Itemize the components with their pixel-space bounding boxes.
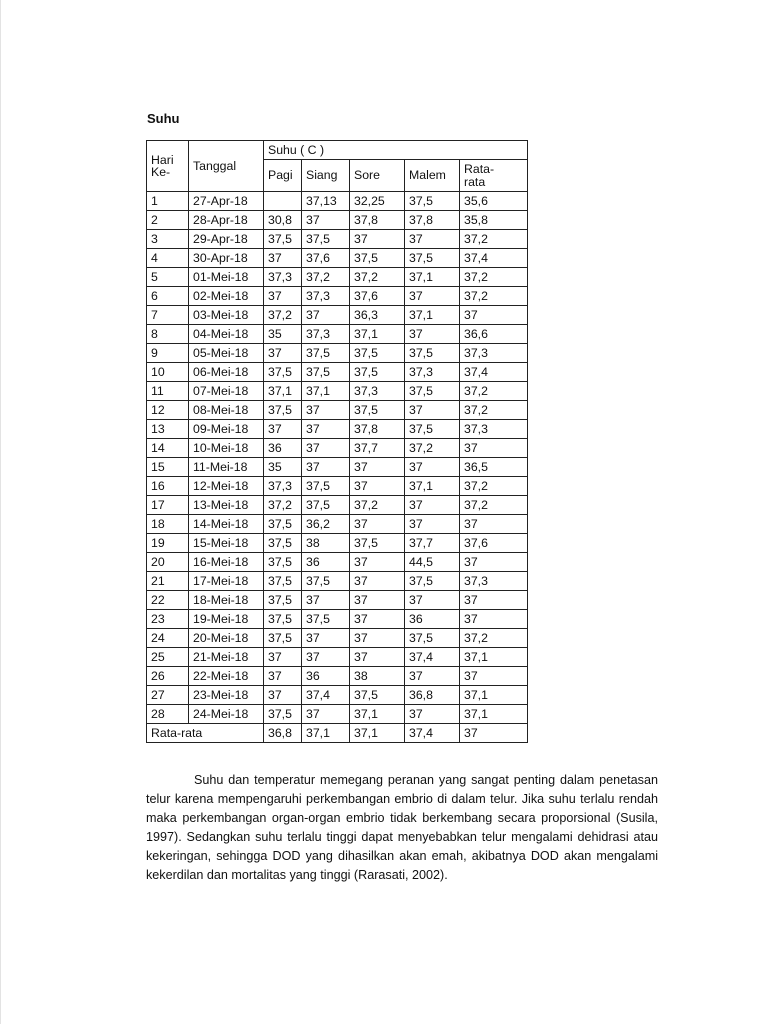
header-hari: [147, 141, 189, 192]
cell-tanggal: 05-Mei-18: [189, 344, 264, 363]
cell-rata-rata: 37,3: [460, 420, 528, 439]
cell-hari: 19: [147, 534, 189, 553]
cell-siang: 37,5: [302, 230, 350, 249]
cell-hari: 26: [147, 667, 189, 686]
table-row: [147, 268, 528, 287]
cell-siang: 37: [302, 401, 350, 420]
cell-pagi: 37,1: [264, 382, 302, 401]
cell-sore: 36,3: [350, 306, 405, 325]
cell-sore: 37,2: [350, 268, 405, 287]
cell-tanggal: 12-Mei-18: [189, 477, 264, 496]
average-row: [147, 724, 528, 743]
cell-tanggal: 20-Mei-18: [189, 629, 264, 648]
table-row: [147, 515, 528, 534]
cell-hari: 24: [147, 629, 189, 648]
body-paragraph: Suhu dan temperatur memegang peranan yang sangat penting dalam penetasan telur karena mempengaruhi perkembangan embrio di dalam telur. Jika suhu terlalu rendah maka perkembangan organ-organ embrio tidak berkembang secara proporsional (Susila, 1997). Sedangkan suhu terlalu tinggi dapat menyebabkan telur mengalami dehidrasi atau kekeringan, sehingga DOD yang dihasilkan akan emah, akibatnya DOD akan mengalami kekerdilan dan mortalitas yang tinggi (Rarasati, 2002).: [146, 773, 658, 882]
header-malem: Malem: [405, 160, 460, 192]
table-row: [147, 572, 528, 591]
table-row: [147, 591, 528, 610]
cell-hari: 23: [147, 610, 189, 629]
cell-pagi: 37,5: [264, 363, 302, 382]
table-row: [147, 629, 528, 648]
cell-hari: 13: [147, 420, 189, 439]
cell-sore: 37: [350, 629, 405, 648]
cell-malem: 37: [405, 325, 460, 344]
cell-rata-rata: 37: [460, 610, 528, 629]
cell-rata-rata: 37: [460, 306, 528, 325]
cell-siang: 37,3: [302, 325, 350, 344]
header-suhu-group: Suhu ( C ): [264, 141, 528, 160]
cell-pagi: 37,5: [264, 230, 302, 249]
table-row: [147, 705, 528, 724]
header-hari-label: Hari Ke-: [151, 152, 174, 179]
table-row: [147, 667, 528, 686]
cell-pagi: 37,2: [264, 496, 302, 515]
cell-pagi: 37: [264, 287, 302, 306]
header-tanggal: Tanggal: [189, 141, 264, 192]
cell-malem: 36: [405, 610, 460, 629]
cell-rata-rata: 37,3: [460, 344, 528, 363]
cell-pagi: 37,5: [264, 534, 302, 553]
cell-malem: 37: [405, 230, 460, 249]
cell-rata-rata: 37,3: [460, 572, 528, 591]
cell-pagi: 37,5: [264, 610, 302, 629]
cell-pagi: 37,5: [264, 572, 302, 591]
cell-pagi: 36: [264, 439, 302, 458]
table-row: [147, 192, 528, 211]
cell-pagi: 37: [264, 249, 302, 268]
average-sore: 37,1: [350, 724, 405, 743]
cell-pagi: 37,5: [264, 515, 302, 534]
cell-sore: 37: [350, 572, 405, 591]
cell-sore: 37,5: [350, 363, 405, 382]
cell-rata-rata: 37,4: [460, 249, 528, 268]
cell-malem: 36,8: [405, 686, 460, 705]
cell-siang: 37,3: [302, 287, 350, 306]
cell-rata-rata: 37,2: [460, 496, 528, 515]
cell-sore: 37: [350, 458, 405, 477]
cell-siang: 37: [302, 629, 350, 648]
cell-siang: 36: [302, 667, 350, 686]
cell-pagi: [264, 192, 302, 211]
table-row: [147, 496, 528, 515]
average-pagi: 36,8: [264, 724, 302, 743]
cell-tanggal: 14-Mei-18: [189, 515, 264, 534]
cell-pagi: 37,5: [264, 553, 302, 572]
cell-siang: 37,6: [302, 249, 350, 268]
cell-malem: 37,2: [405, 439, 460, 458]
cell-rata-rata: 37,2: [460, 268, 528, 287]
table-row: [147, 325, 528, 344]
cell-tanggal: 27-Apr-18: [189, 192, 264, 211]
cell-malem: 37,5: [405, 344, 460, 363]
cell-pagi: 37: [264, 686, 302, 705]
cell-tanggal: 02-Mei-18: [189, 287, 264, 306]
cell-rata-rata: 37,2: [460, 401, 528, 420]
cell-siang: 37,2: [302, 268, 350, 287]
table-row: [147, 363, 528, 382]
cell-tanggal: 08-Mei-18: [189, 401, 264, 420]
cell-hari: 17: [147, 496, 189, 515]
cell-hari: 7: [147, 306, 189, 325]
table-row: [147, 420, 528, 439]
table-row: [147, 306, 528, 325]
header-rata-rata: [460, 160, 528, 192]
cell-hari: 5: [147, 268, 189, 287]
cell-pagi: 37: [264, 420, 302, 439]
cell-siang: 37,5: [302, 363, 350, 382]
cell-malem: 37,5: [405, 420, 460, 439]
table-row: [147, 610, 528, 629]
cell-rata-rata: 37,2: [460, 382, 528, 401]
cell-sore: 37,2: [350, 496, 405, 515]
cell-hari: 3: [147, 230, 189, 249]
cell-sore: 37,8: [350, 420, 405, 439]
cell-hari: 28: [147, 705, 189, 724]
cell-pagi: 30,8: [264, 211, 302, 230]
cell-malem: 37: [405, 458, 460, 477]
cell-rata-rata: 37,2: [460, 477, 528, 496]
cell-malem: 37,7: [405, 534, 460, 553]
cell-pagi: 37,3: [264, 268, 302, 287]
table-row: [147, 648, 528, 667]
table-row: [147, 249, 528, 268]
cell-malem: 37,5: [405, 249, 460, 268]
cell-sore: 37,5: [350, 401, 405, 420]
cell-siang: 37: [302, 211, 350, 230]
cell-rata-rata: 37,2: [460, 629, 528, 648]
cell-sore: 37,1: [350, 325, 405, 344]
cell-sore: 37: [350, 591, 405, 610]
header-rata-rata-label: Rata- rata: [464, 162, 495, 189]
cell-siang: 37: [302, 306, 350, 325]
table-row: [147, 230, 528, 249]
average-label: Rata-rata: [147, 724, 264, 743]
temperature-table: [146, 140, 528, 743]
cell-tanggal: 21-Mei-18: [189, 648, 264, 667]
cell-siang: 37,13: [302, 192, 350, 211]
cell-rata-rata: 36,6: [460, 325, 528, 344]
cell-rata-rata: 37,1: [460, 705, 528, 724]
cell-rata-rata: 37,2: [460, 230, 528, 249]
cell-tanggal: 16-Mei-18: [189, 553, 264, 572]
table-row: [147, 211, 528, 230]
cell-rata-rata: 37,1: [460, 648, 528, 667]
cell-hari: 22: [147, 591, 189, 610]
cell-malem: 37,5: [405, 629, 460, 648]
cell-tanggal: 07-Mei-18: [189, 382, 264, 401]
cell-siang: 37,5: [302, 610, 350, 629]
cell-sore: 37: [350, 553, 405, 572]
page-edge: [0, 0, 1, 1024]
cell-tanggal: 22-Mei-18: [189, 667, 264, 686]
cell-hari: 20: [147, 553, 189, 572]
cell-malem: 44,5: [405, 553, 460, 572]
cell-malem: 37,1: [405, 268, 460, 287]
cell-tanggal: 19-Mei-18: [189, 610, 264, 629]
cell-sore: 37,5: [350, 344, 405, 363]
cell-tanggal: 18-Mei-18: [189, 591, 264, 610]
cell-rata-rata: 35,8: [460, 211, 528, 230]
table-body: [147, 192, 528, 724]
cell-siang: 37: [302, 458, 350, 477]
table-row: [147, 477, 528, 496]
cell-siang: 37,5: [302, 496, 350, 515]
table-row: [147, 686, 528, 705]
section-title: Suhu: [147, 111, 180, 126]
cell-siang: 37,5: [302, 572, 350, 591]
cell-hari: 25: [147, 648, 189, 667]
cell-tanggal: 09-Mei-18: [189, 420, 264, 439]
cell-sore: 37: [350, 515, 405, 534]
cell-rata-rata: 37: [460, 667, 528, 686]
cell-sore: 37: [350, 648, 405, 667]
cell-hari: 18: [147, 515, 189, 534]
cell-tanggal: 29-Apr-18: [189, 230, 264, 249]
cell-malem: 37: [405, 401, 460, 420]
cell-pagi: 37,5: [264, 401, 302, 420]
cell-tanggal: 01-Mei-18: [189, 268, 264, 287]
cell-pagi: 35: [264, 458, 302, 477]
cell-malem: 37,4: [405, 648, 460, 667]
cell-tanggal: 03-Mei-18: [189, 306, 264, 325]
cell-sore: 37: [350, 230, 405, 249]
header-siang: Siang: [302, 160, 350, 192]
cell-siang: 36: [302, 553, 350, 572]
cell-hari: 8: [147, 325, 189, 344]
cell-malem: 37: [405, 705, 460, 724]
table-row: [147, 344, 528, 363]
cell-malem: 37: [405, 667, 460, 686]
cell-siang: 37: [302, 439, 350, 458]
cell-sore: 37: [350, 610, 405, 629]
average-malem: 37,4: [405, 724, 460, 743]
cell-tanggal: 23-Mei-18: [189, 686, 264, 705]
cell-rata-rata: 37,2: [460, 287, 528, 306]
cell-tanggal: 30-Apr-18: [189, 249, 264, 268]
cell-siang: 37,4: [302, 686, 350, 705]
cell-malem: 37,1: [405, 306, 460, 325]
table-row: [147, 382, 528, 401]
table-row: [147, 534, 528, 553]
cell-sore: 37,7: [350, 439, 405, 458]
cell-rata-rata: 35,6: [460, 192, 528, 211]
cell-tanggal: 15-Mei-18: [189, 534, 264, 553]
cell-rata-rata: 37,4: [460, 363, 528, 382]
cell-hari: 21: [147, 572, 189, 591]
cell-sore: 37,5: [350, 534, 405, 553]
cell-rata-rata: 37: [460, 515, 528, 534]
cell-malem: 37: [405, 515, 460, 534]
cell-rata-rata: 36,5: [460, 458, 528, 477]
cell-hari: 2: [147, 211, 189, 230]
cell-tanggal: 10-Mei-18: [189, 439, 264, 458]
cell-hari: 10: [147, 363, 189, 382]
cell-pagi: 37: [264, 344, 302, 363]
cell-hari: 14: [147, 439, 189, 458]
cell-siang: 37,5: [302, 477, 350, 496]
table-row: [147, 553, 528, 572]
cell-rata-rata: 37: [460, 439, 528, 458]
cell-hari: 12: [147, 401, 189, 420]
cell-tanggal: 04-Mei-18: [189, 325, 264, 344]
cell-pagi: 37: [264, 648, 302, 667]
cell-sore: 37,1: [350, 705, 405, 724]
cell-sore: 37,3: [350, 382, 405, 401]
cell-sore: 38: [350, 667, 405, 686]
cell-malem: 37,1: [405, 477, 460, 496]
cell-rata-rata: 37,1: [460, 686, 528, 705]
cell-malem: 37,3: [405, 363, 460, 382]
cell-sore: 37,5: [350, 249, 405, 268]
cell-siang: 36,2: [302, 515, 350, 534]
cell-hari: 27: [147, 686, 189, 705]
cell-malem: 37,5: [405, 382, 460, 401]
cell-tanggal: 11-Mei-18: [189, 458, 264, 477]
cell-pagi: 37,5: [264, 591, 302, 610]
cell-siang: 37: [302, 648, 350, 667]
cell-siang: 37: [302, 420, 350, 439]
cell-sore: 37,8: [350, 211, 405, 230]
cell-siang: 37: [302, 705, 350, 724]
cell-hari: 16: [147, 477, 189, 496]
cell-pagi: 35: [264, 325, 302, 344]
cell-hari: 9: [147, 344, 189, 363]
cell-siang: 37,1: [302, 382, 350, 401]
cell-pagi: 37,5: [264, 705, 302, 724]
cell-malem: 37,5: [405, 572, 460, 591]
table-row: [147, 401, 528, 420]
cell-malem: 37,5: [405, 192, 460, 211]
header-pagi: Pagi: [264, 160, 302, 192]
cell-hari: 6: [147, 287, 189, 306]
cell-pagi: 37: [264, 667, 302, 686]
cell-hari: 15: [147, 458, 189, 477]
cell-tanggal: 17-Mei-18: [189, 572, 264, 591]
cell-siang: 37: [302, 591, 350, 610]
cell-pagi: 37,5: [264, 629, 302, 648]
average-siang: 37,1: [302, 724, 350, 743]
cell-rata-rata: 37,6: [460, 534, 528, 553]
cell-rata-rata: 37: [460, 553, 528, 572]
cell-malem: 37: [405, 287, 460, 306]
header-sore: Sore: [350, 160, 405, 192]
average-rata-rata: 37: [460, 724, 528, 743]
cell-tanggal: 06-Mei-18: [189, 363, 264, 382]
cell-tanggal: 24-Mei-18: [189, 705, 264, 724]
cell-malem: 37: [405, 591, 460, 610]
cell-hari: 4: [147, 249, 189, 268]
cell-rata-rata: 37: [460, 591, 528, 610]
cell-tanggal: 13-Mei-18: [189, 496, 264, 515]
table-row: [147, 458, 528, 477]
table-row: [147, 287, 528, 306]
cell-sore: 37,6: [350, 287, 405, 306]
cell-hari: 11: [147, 382, 189, 401]
cell-hari: 1: [147, 192, 189, 211]
table-row: [147, 439, 528, 458]
cell-sore: 37: [350, 477, 405, 496]
cell-siang: 38: [302, 534, 350, 553]
cell-pagi: 37,3: [264, 477, 302, 496]
cell-sore: 37,5: [350, 686, 405, 705]
cell-pagi: 37,2: [264, 306, 302, 325]
cell-malem: 37: [405, 496, 460, 515]
cell-tanggal: 28-Apr-18: [189, 211, 264, 230]
cell-sore: 32,25: [350, 192, 405, 211]
cell-siang: 37,5: [302, 344, 350, 363]
cell-malem: 37,8: [405, 211, 460, 230]
